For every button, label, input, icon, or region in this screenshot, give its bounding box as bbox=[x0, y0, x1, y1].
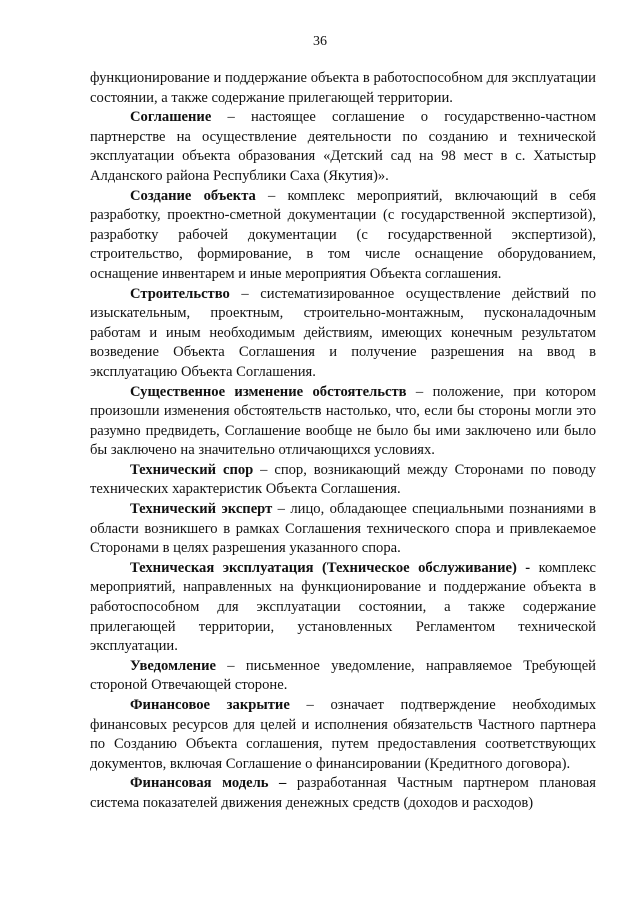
definition-text: – настоящее соглашение о государственно-частном партнерстве на осуществление деятельности по созданию и технической эксплуатации объекта образования «Детский сад на 98 мест в с. Хатыстыр Алданского района Республики Саха (Якутия)». bbox=[90, 109, 596, 184]
definition-text: – систематизированное осуществление действий по изыскательным, проектным, строительно-монтажным, пусконаладочным работам и иным необходимым действиям, имеющих конечным результатом возведение Объекта Соглашения и получение разрешения на ввод в эксплуатацию Объекта Соглашения. bbox=[90, 285, 596, 380]
definition-uvedomlenie bbox=[90, 657, 596, 696]
definition-text: – спор, возникающий между Сторонами по поводу технических характеристик Объекта Соглашения. bbox=[90, 461, 597, 498]
definition-term: Уведомление bbox=[130, 657, 216, 674]
definition-term: Создание объекта bbox=[130, 187, 256, 204]
definition-soglashenie bbox=[90, 108, 596, 186]
definition-tekhnicheskiy-spor bbox=[90, 461, 596, 500]
definition-sozdanie-obekta bbox=[90, 187, 596, 285]
definition-term: Технический спор bbox=[130, 461, 254, 478]
document-body bbox=[90, 69, 596, 814]
paragraph-continuation bbox=[90, 69, 596, 108]
definition-tekhnicheskaya-ekspluatatsiya bbox=[90, 559, 596, 657]
definition-term: Финансовая модель – bbox=[130, 775, 287, 792]
definition-stroitelstvo bbox=[90, 285, 596, 383]
definition-term: Строительство bbox=[130, 285, 230, 302]
definition-term: Технический эксперт bbox=[130, 501, 273, 518]
definition-tekhnicheskiy-ekspert bbox=[90, 500, 596, 559]
definition-text: – означает подтверждение необходимых финансовых ресурсов для целей и исполнения обязательств Частного партнера по Созданию Объекта соглашения, путем предоставления соответствующих документов, включая Соглашение о финансировании (Кредитного договора). bbox=[90, 697, 596, 772]
definition-text: – комплекс мероприятий, включающий в себя разработку, проектно-сметной документации (с государственной экспертизой), разработку рабочей документации (с государственной экспертизой), строительство, формирование, в том числе оснащение оборудованием, оснащение инвентарем и иные мероприятия Объекта соглашения. bbox=[90, 187, 597, 282]
definition-text: комплекс мероприятий, направленных на функционирование и поддержание объекта в работоспособном для эксплуатации состоянии, а также содержание прилегающей территории, установленных Регламентом технической эксплуатации. bbox=[90, 559, 597, 655]
definition-text: – положение, при котором произошли изменения обстоятельств настолько, что, если бы стороны могли это разумно предвидеть, Соглашение вообще не было бы ими заключено или было бы заключено на значительно отличающихся условиях. bbox=[90, 383, 596, 459]
definition-term: Существенное изменение обстоятельств bbox=[130, 383, 407, 400]
definition-term: Финансовое закрытие bbox=[130, 697, 290, 713]
paragraph-text: функционирование и поддержание объекта в работоспособном для эксплуатации состоянии, а также содержание прилегающей территории. bbox=[90, 70, 596, 106]
definition-finansovaya-model bbox=[90, 774, 596, 813]
page-number: 36 bbox=[313, 34, 327, 49]
definition-finansovoe-zakrytie bbox=[90, 696, 596, 774]
definition-term: Соглашение bbox=[130, 109, 212, 126]
definition-text: разработанная Частным партнером плановая система показателей движения денежных средств (доходов и расходов) bbox=[90, 775, 596, 811]
definition-sushchestvennoe-izmenenie bbox=[90, 383, 596, 461]
definition-text: – лицо, обладающее специальными познаниями в области возникшего в рамках Соглашения технического спора и привлекаемое Сторонами в целях разрешения указанного спора. bbox=[90, 501, 596, 557]
definition-text: – письменное уведомление, направляемое Требующей стороной Отвечающей стороне. bbox=[90, 657, 596, 694]
definition-term: Техническая эксплуатация (Техническое обслуживание) - bbox=[130, 559, 531, 576]
